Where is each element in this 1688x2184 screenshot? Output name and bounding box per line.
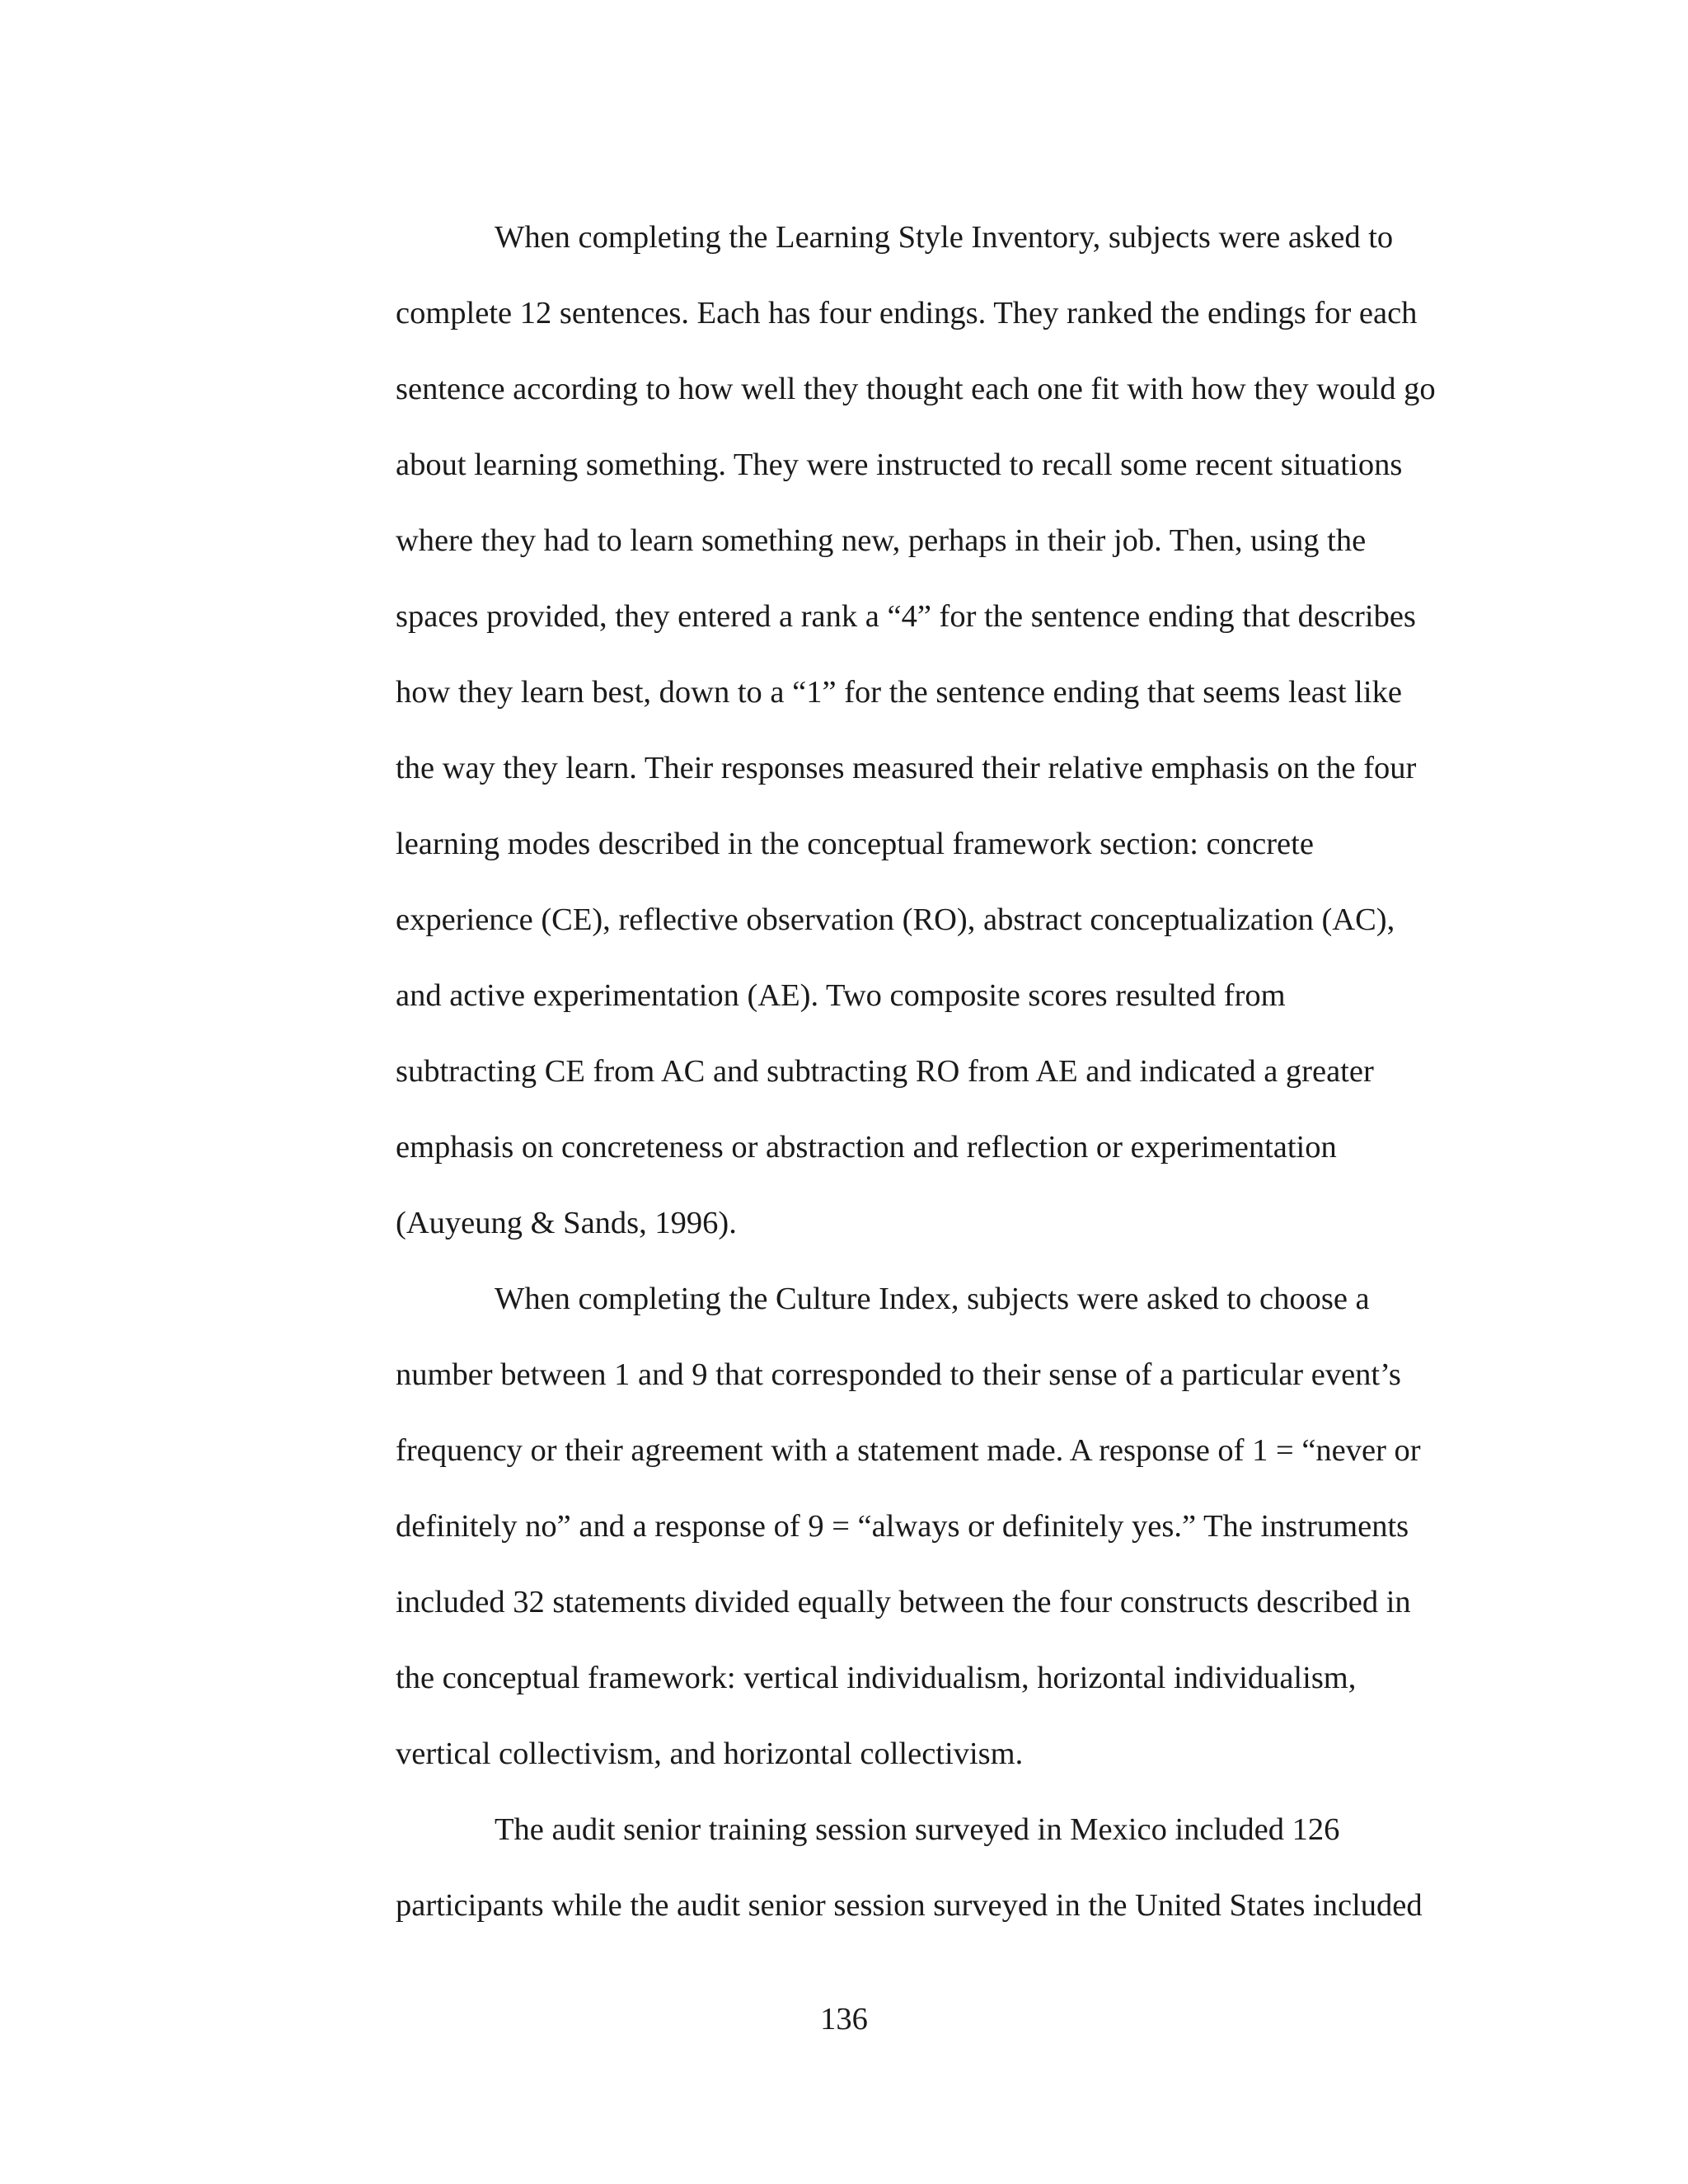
text-line: how they learn best, down to a “1” for the sentence ending that seems least like [396, 675, 1402, 710]
text-line: The audit senior training session surveyed in Mexico included 126 [495, 1812, 1340, 1847]
text-line: the conceptual framework: vertical individualism, horizontal individualism, [396, 1661, 1357, 1695]
text-line: where they had to learn something new, perhaps in their job. Then, using the [396, 523, 1367, 558]
text-line: and active experimentation (AE). Two composite scores resulted from [396, 978, 1286, 1013]
text-line: experience (CE), reflective observation (RO), abstract conceptualization (AC), [396, 902, 1395, 937]
text-line: spaces provided, they entered a rank a “4” for the sentence ending that describes [396, 599, 1416, 634]
text-line: vertical collectivism, and horizontal collectivism. [396, 1736, 1024, 1771]
text-line: about learning something. They were instructed to recall some recent situations [396, 448, 1403, 482]
text-line: complete 12 sentences. Each has four endings. They ranked the endings for each [396, 296, 1418, 330]
text-line: When completing the Learning Style Inventory, subjects were asked to [495, 220, 1394, 255]
text-line: number between 1 and 9 that corresponded to their sense of a particular event’s [396, 1357, 1401, 1392]
text-line: participants while the audit senior session surveyed in the United States included [396, 1888, 1423, 1923]
text-line: included 32 statements divided equally between the four constructs described in [396, 1585, 1411, 1619]
text-line: When completing the Culture Index, subjects were asked to choose a [495, 1282, 1370, 1316]
text-line: definitely no” and a response of 9 = “always or definitely yes.” The instruments [396, 1509, 1409, 1544]
text-line: frequency or their agreement with a statement made. A response of 1 = “never or [396, 1433, 1421, 1468]
text-line: the way they learn. Their responses measured their relative emphasis on the four [396, 751, 1417, 785]
text-line: subtracting CE from AC and subtracting RO from AE and indicated a greater [396, 1054, 1374, 1089]
text-line: learning modes described in the conceptual framework section: concrete [396, 827, 1314, 861]
text-line: (Auyeung & Sands, 1996). [396, 1206, 737, 1240]
page-number: 136 [820, 2002, 868, 2036]
text-line: emphasis on concreteness or abstraction and reflection or experimentation [396, 1130, 1337, 1165]
text-line: sentence according to how well they thought each one fit with how they would go [396, 372, 1436, 406]
